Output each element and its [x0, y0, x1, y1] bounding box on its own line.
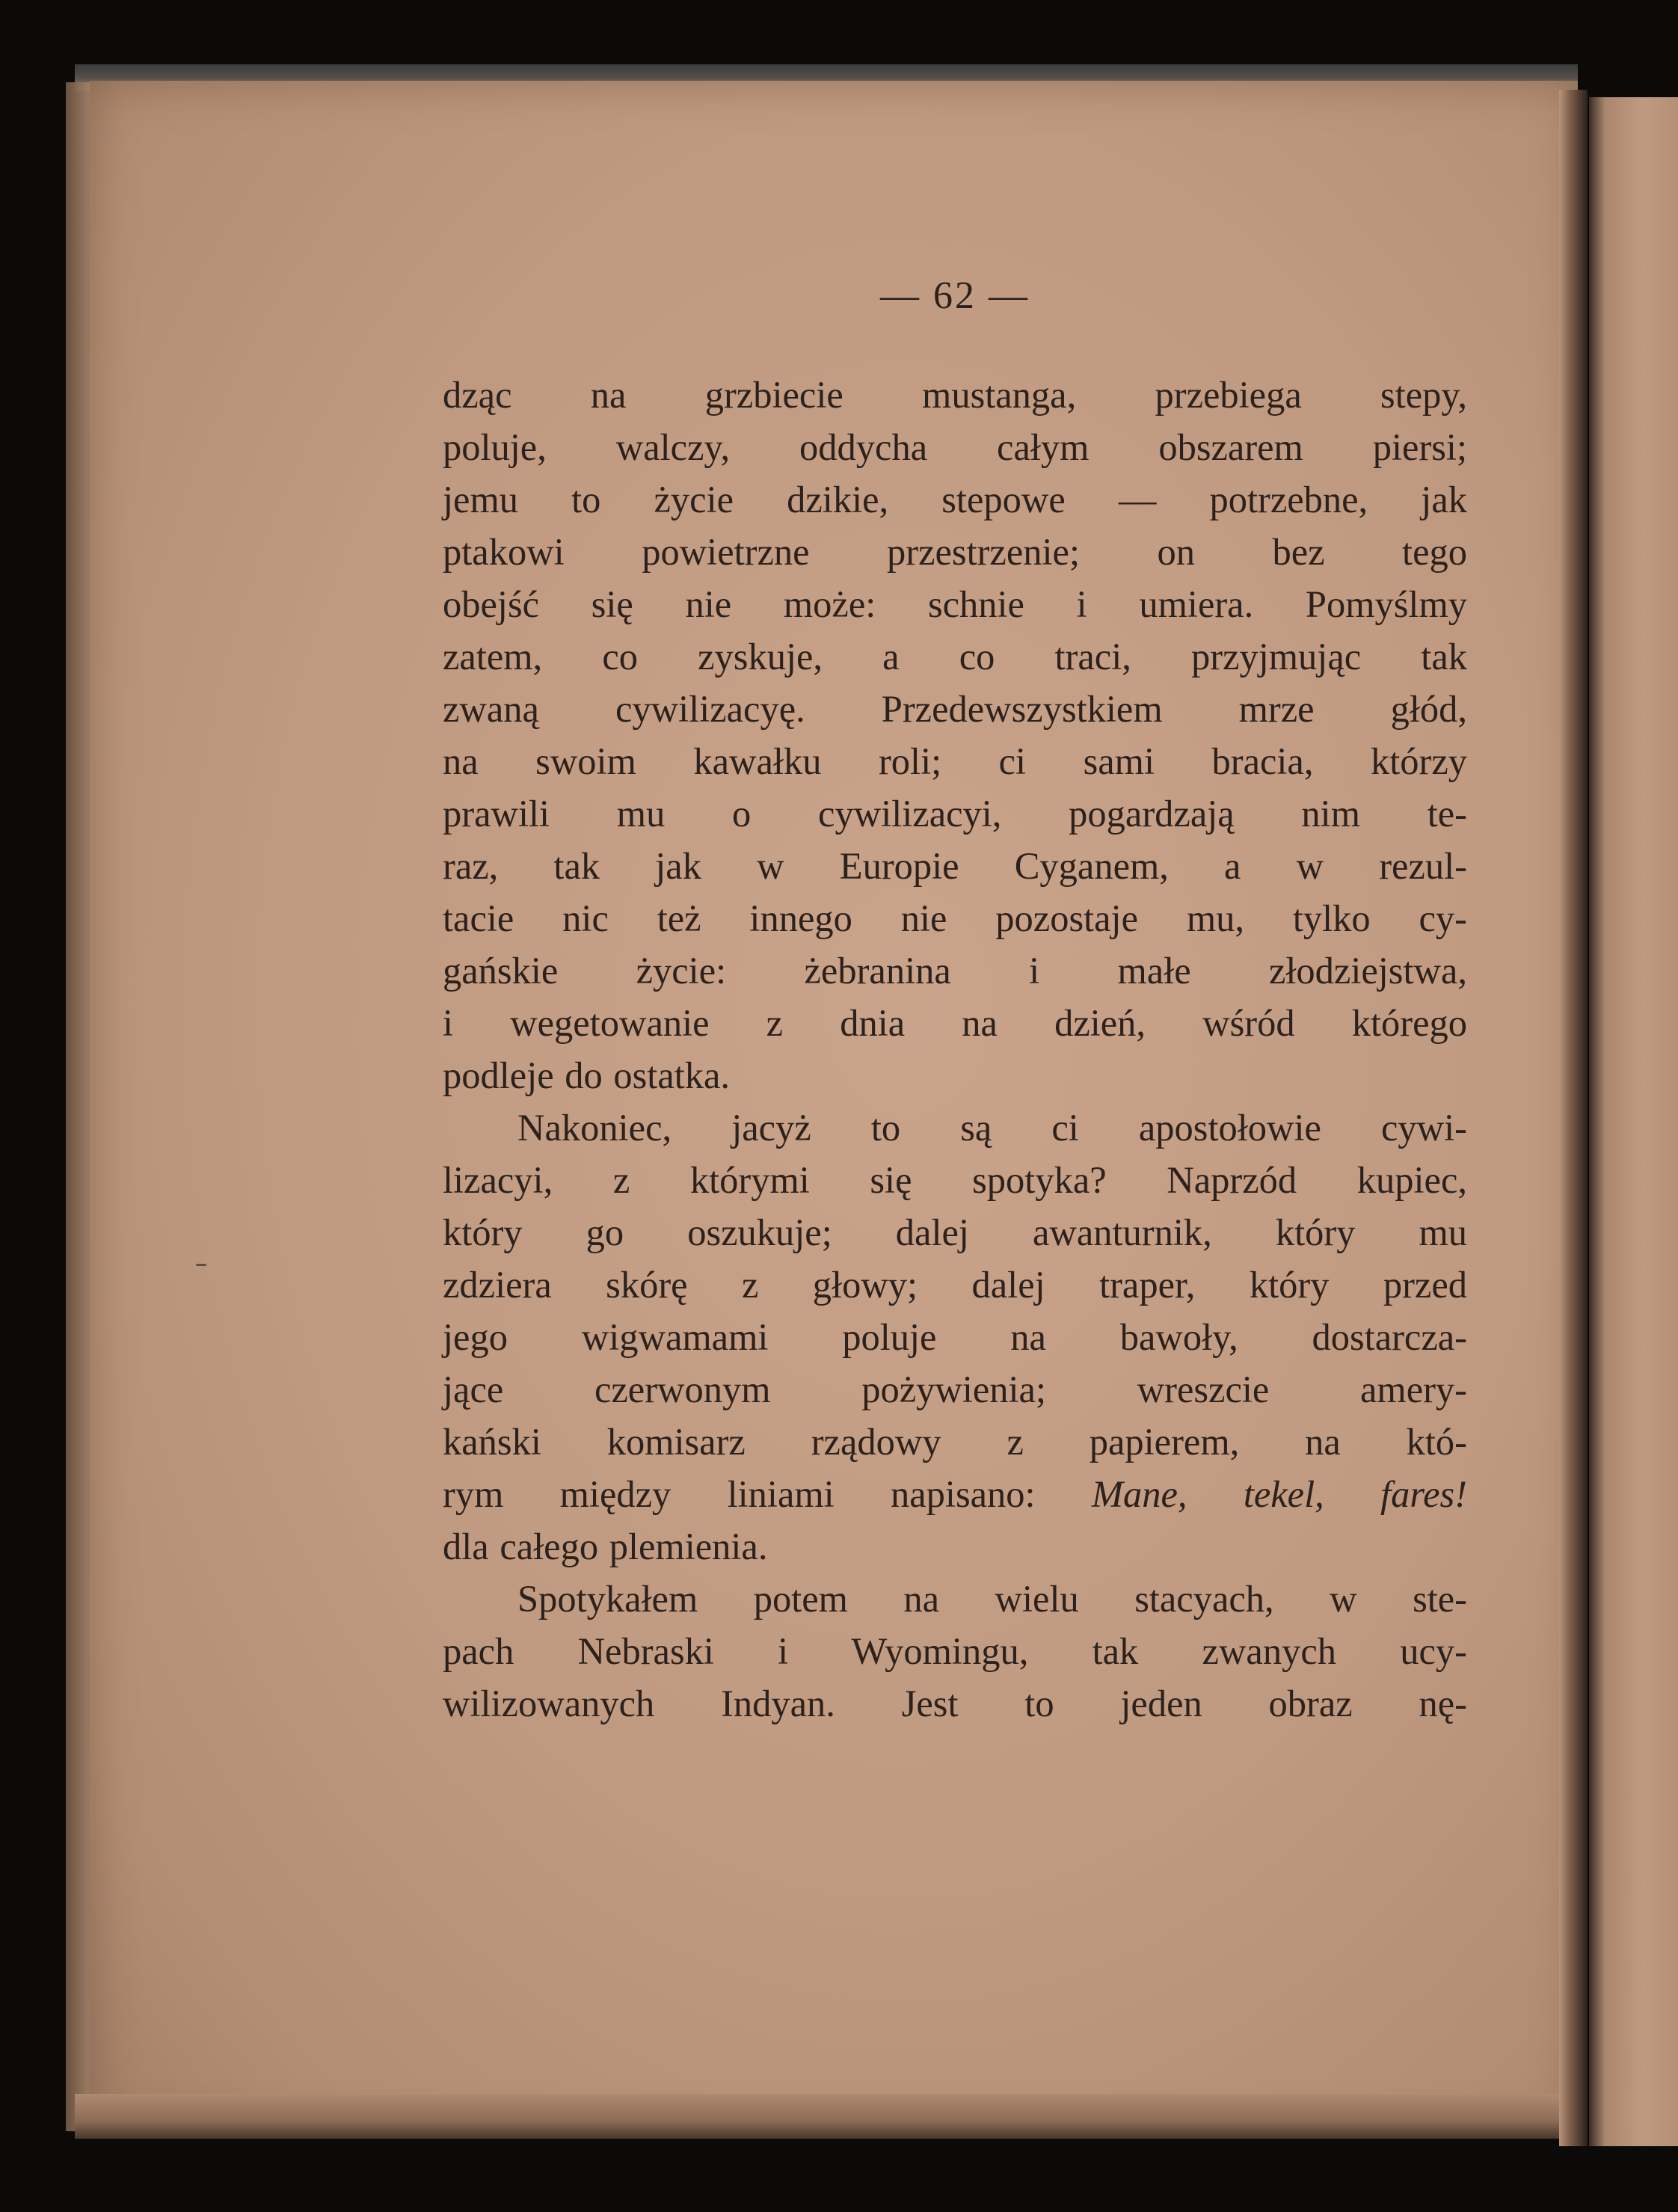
- text-line: kański komisarz rządowy z papierem, na któ-: [443, 1421, 1467, 1463]
- text-line: który go oszukuje; dalej awanturnik, który mu: [443, 1211, 1467, 1253]
- text-line: obejść się nie może: schnie i umiera. Pomyślmy: [443, 583, 1467, 625]
- paragraph-1: [443, 369, 1467, 1102]
- text-line: Nakoniec, jacyż to są ci apostołowie cywi-: [517, 1107, 1467, 1149]
- text-line: jemu to życie dzikie, stepowe — potrzebne, jak: [443, 479, 1467, 520]
- text-line-with-italic: [443, 1468, 1467, 1520]
- text-line: tacie nic też innego nie pozostaje mu, tylko cy-: [443, 897, 1467, 939]
- page-text: [443, 274, 1467, 1730]
- text-line: prawili mu o cywilizacyi, pogardzają nim te-: [443, 793, 1467, 835]
- text-line: raz, tak jak w Europie Cyganem, a w rezul-: [443, 845, 1467, 887]
- paragraph-2: [443, 1102, 1467, 1573]
- text-line: poluje, walczy, oddycha całym obszarem piersi;: [443, 426, 1467, 468]
- text-line: Spotykałem potem na wielu stacyach, w ste-: [517, 1578, 1467, 1620]
- italic-quote: Mane, tekel, fares!: [1091, 1473, 1468, 1515]
- text-line: na swoim kawałku roli; ci sami bracia, którzy: [443, 740, 1467, 782]
- text-line: jące czerwonym pożywienia; wreszcie amery-: [443, 1368, 1467, 1410]
- adjacent-page-edge: [1589, 97, 1678, 2146]
- page-number: — 62 —: [880, 274, 1030, 317]
- text-line: wilizowanych Indyan. Jest to jeden obraz nę-: [443, 1683, 1467, 1724]
- text-line: zatem, co zyskuje, a co traci, przyjmując tak: [443, 636, 1467, 678]
- book-gutter: [1559, 90, 1588, 2146]
- text-line: pach Nebraski i Wyomingu, tak zwanych ucy-: [443, 1630, 1467, 1672]
- text-segment: rym między liniami napisano:: [443, 1473, 1036, 1515]
- text-line: jego wigwamami poluje na bawoły, dostarcza-: [443, 1316, 1467, 1358]
- paragraph-3: [443, 1573, 1467, 1730]
- text-line: i wegetowanie z dnia na dzień, wśród którego: [443, 1002, 1467, 1044]
- paper-mark: [196, 1264, 206, 1266]
- text-line: zdziera skórę z głowy; dalej traper, który przed: [443, 1264, 1467, 1306]
- text-line: podleje do ostatka.: [443, 1054, 731, 1096]
- text-line: dząc na grzbiecie mustanga, przebiega stepy,: [443, 374, 1467, 416]
- text-line: dla całego plemienia.: [443, 1526, 768, 1567]
- text-line: lizacyi, z którymi się spotyka? Naprzód kupiec,: [443, 1159, 1467, 1201]
- text-line: gańskie życie: żebranina i małe złodziejstwa,: [443, 950, 1467, 992]
- text-line: ptakowi powietrzne przestrzenie; on bez tego: [443, 531, 1467, 573]
- text-line: zwaną cywilizacyę. Przedewszystkiem mrze głód,: [443, 688, 1467, 730]
- book-bottom-edge: [75, 2094, 1578, 2139]
